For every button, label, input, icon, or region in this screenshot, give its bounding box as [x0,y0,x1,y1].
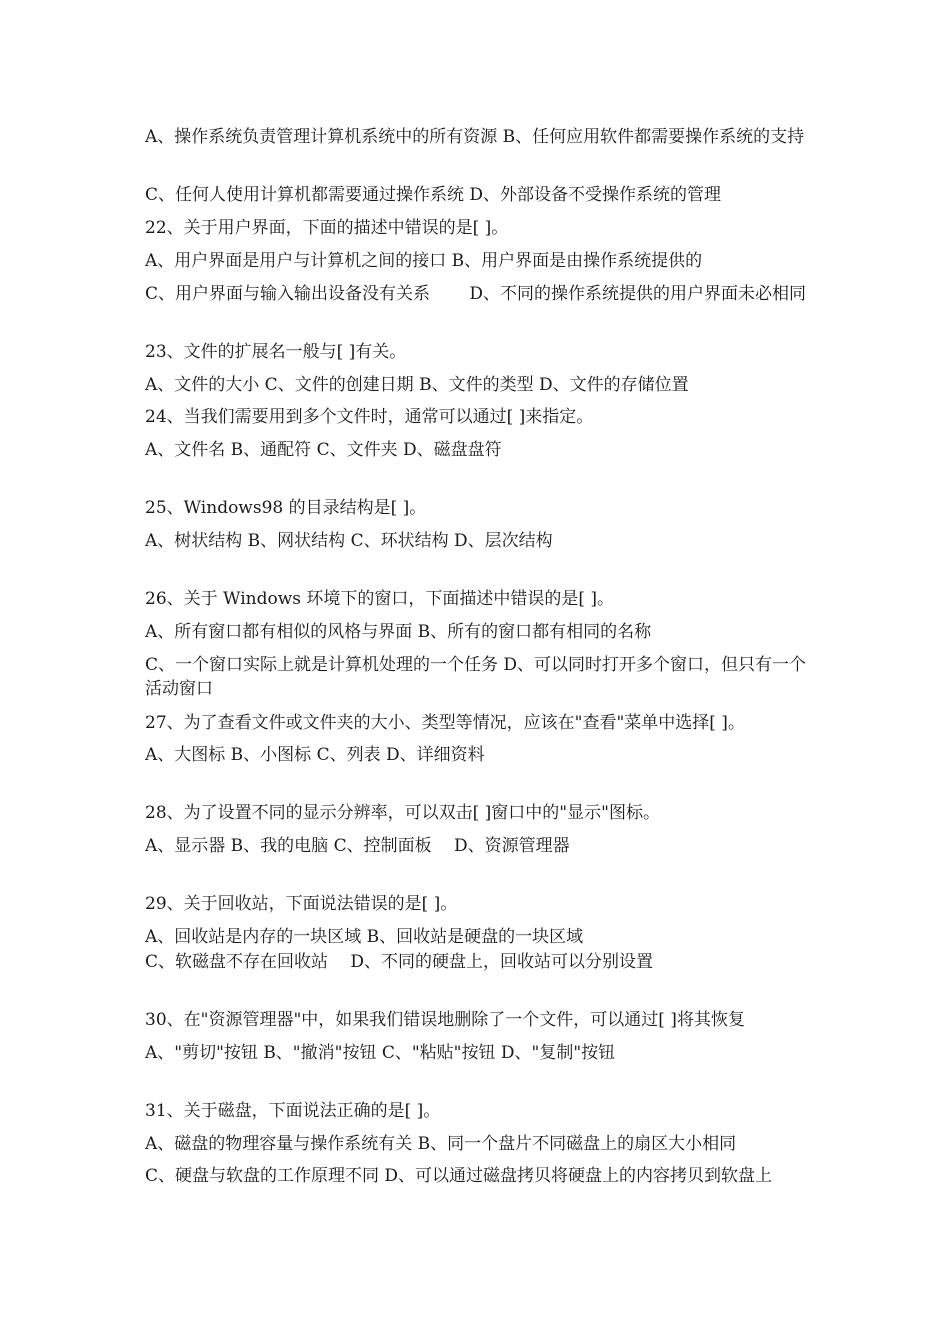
q23-options: A、文件的大小 C、文件的创建日期 B、文件的类型 D、文件的存储位置 [145,375,689,395]
q21-options-ab: A、操作系统负责管理计算机系统中的所有资源 B、任何应用软件都需要操作系统的支持 [145,127,805,147]
q26-question: 26、关于 Windows 环境下的窗口，下面描述中错误的是[ ]。 [145,589,615,609]
q26-options-ab: A、所有窗口都有相似的风格与界面 B、所有的窗口都有相同的名称 [145,622,652,642]
q21-options-cd: C、任何人使用计算机都需要通过操作系统 D、外部设备不受操作系统的管理 [145,185,722,205]
q29-options-ab: A、回收站是内存的一块区域 B、回收站是硬盘的一块区域 [145,927,584,947]
q31-question: 31、关于磁盘，下面说法正确的是[ ]。 [145,1101,441,1121]
q22-options-ab: A、用户界面是用户与计算机之间的接口 B、用户界面是由操作系统提供的 [145,251,703,271]
q30-question: 30、在"资源管理器"中，如果我们错误地删除了一个文件，可以通过[ ]将其恢复 [145,1010,745,1030]
q27-options: A、大图标 B、小图标 C、列表 D、详细资料 [145,745,485,765]
q31-options-cd: C、硬盘与软盘的工作原理不同 D、可以通过磁盘拷贝将硬盘上的内容拷贝到软盘上 [145,1166,773,1186]
q28-question: 28、为了设置不同的显示分辨率，可以双击[ ]窗口中的"显示"图标。 [145,803,660,823]
q22-options-cd: C、用户界面与输入输出设备没有关系 D、不同的操作系统提供的用户界面未必相同 [145,284,807,304]
q22-question: 22、关于用户界面，下面的描述中错误的是[ ]。 [145,218,509,238]
q25-question: 25、Windows98 的目录结构是[ ]。 [145,498,427,518]
q27-question: 27、为了查看文件或文件夹的大小、类型等情况，应该在"查看"菜单中选择[ ]。 [145,713,745,733]
q29-question: 29、关于回收站，下面说法错误的是[ ]。 [145,894,458,914]
q24-options: A、文件名 B、通配符 C、文件夹 D、磁盘盘符 [145,440,502,460]
q31-options-ab: A、磁盘的物理容量与操作系统有关 B、同一个盘片不同磁盘上的扇区大小相同 [145,1134,737,1154]
q30-options: A、"剪切"按钮 B、"撤消"按钮 C、"粘贴"按钮 D、"复制"按钮 [145,1043,616,1063]
q28-options: A、显示器 B、我的电脑 C、控制面板 D、资源管理器 [145,836,570,856]
q23-question: 23、文件的扩展名一般与[ ]有关。 [145,342,407,362]
q26-options-cd: C、一个窗口实际上就是计算机处理的一个任务 D、可以同时打开多个窗口，但只有一个活动窗口 [145,655,807,699]
q29-options-cd: C、软磁盘不存在回收站 D、不同的硬盘上，回收站可以分别设置 [145,952,654,972]
q25-options: A、树状结构 B、网状结构 C、环状结构 D、层次结构 [145,531,553,551]
q24-question: 24、当我们需要用到多个文件时，通常可以通过[ ]来指定。 [145,407,594,427]
